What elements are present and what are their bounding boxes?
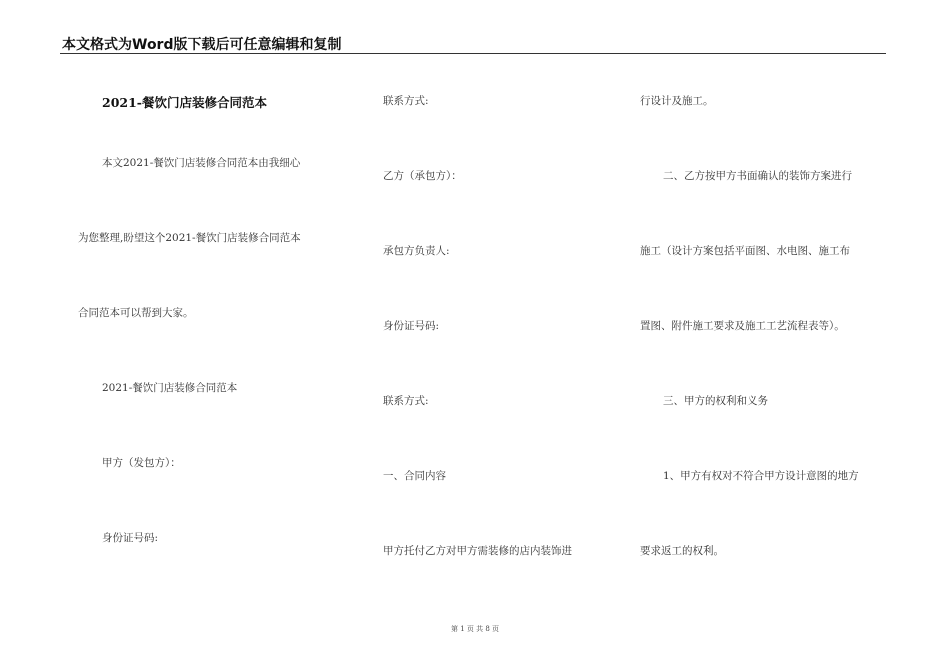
middle-line-7: 甲方托付乙方对甲方需装修的店内装饰进 <box>383 545 572 557</box>
right-line-7: 要求返工的权利。 <box>640 545 724 557</box>
left-line-3: 合同范本可以帮到大家。 <box>78 307 194 319</box>
middle-line-1: 联系方式: <box>383 95 429 107</box>
left-line-4: 2021-餐饮门店装修合同范本 <box>102 382 238 394</box>
right-line-3: 施工（设计方案包括平面图、水电图、施工布 <box>640 245 850 257</box>
middle-line-2: 乙方（承包方）： <box>383 170 462 182</box>
left-line-1: 本文2021-餐饮门店装修合同范本由我细心 <box>102 157 301 169</box>
middle-line-6: 一、合同内容 <box>383 470 446 482</box>
middle-line-5: 联系方式: <box>383 395 429 407</box>
right-line-5: 三、甲方的权利和义务 <box>663 395 768 407</box>
middle-line-3: 承包方负责人: <box>383 245 450 257</box>
left-line-5: 甲方（发包方）： <box>102 457 181 469</box>
page-number: 第 1 页 共 8 页 <box>450 625 500 633</box>
right-line-6: 1、甲方有权对不符合甲方设计意图的地方 <box>663 470 859 482</box>
header-divider <box>60 53 886 54</box>
left-line-6: 身份证号码: <box>102 532 159 544</box>
right-line-4: 置图、附件施工要求及施工工艺流程表等）。 <box>640 320 845 332</box>
middle-line-4: 身份证号码: <box>383 320 440 332</box>
document-title: 2021-餐饮门店装修合同范本 <box>102 95 267 110</box>
right-line-1: 行设计及施工。 <box>640 95 714 107</box>
right-line-2: 二、乙方按甲方书面确认的装饰方案进行 <box>663 170 852 182</box>
left-line-2: 为您整理,盼望这个2021-餐饮门店装修合同范本 <box>78 232 301 244</box>
document-header: 本文格式为Word版下载后可任意编辑和复制 <box>62 37 342 53</box>
